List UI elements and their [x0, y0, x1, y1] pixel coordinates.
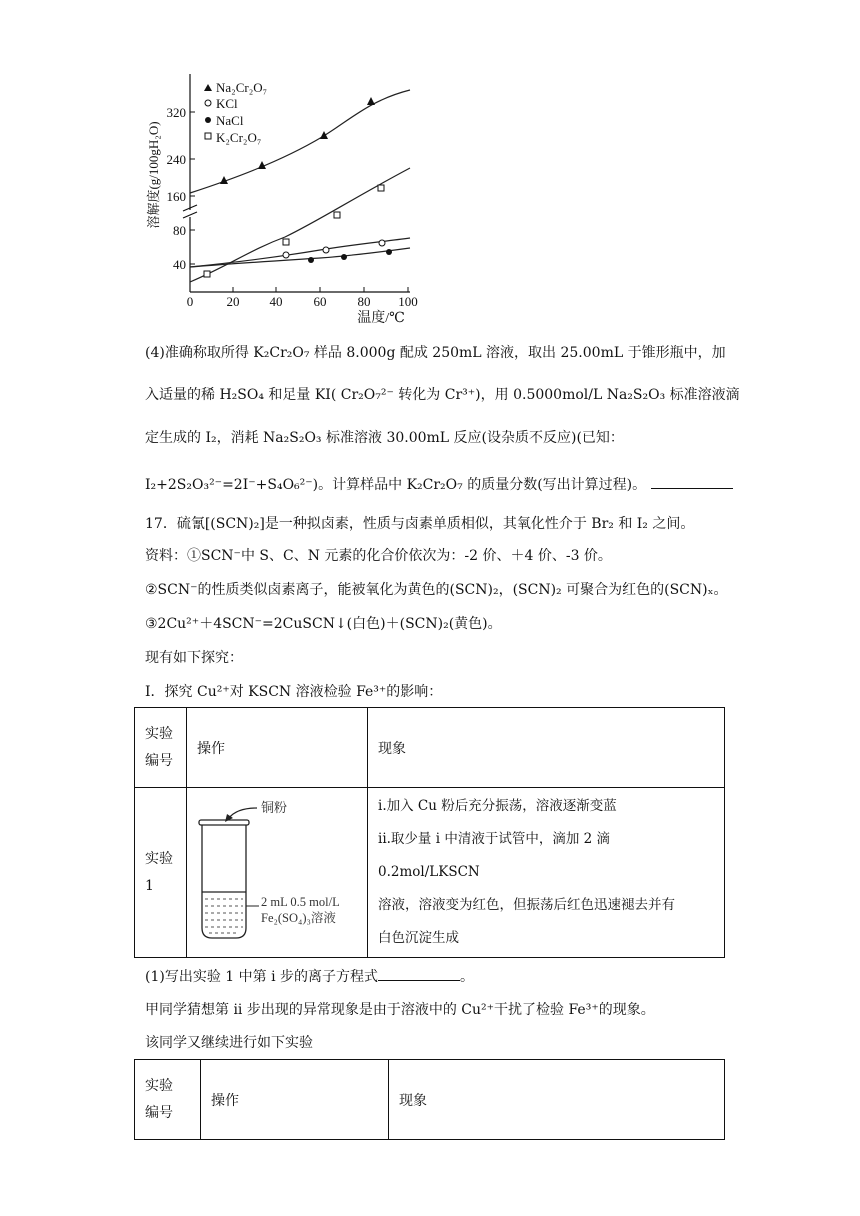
experiment-table-1 [134, 707, 725, 958]
k2cr2o7-point [378, 185, 384, 191]
table1-row-no: 实验 1 [135, 788, 187, 958]
fig-label-volume: 2 mL 0.5 mol/L [261, 895, 340, 909]
q4-line-4 [145, 474, 733, 495]
table2-header-no: 实验 编号 [135, 1060, 201, 1140]
table1-row-phenomenon: i.加入 Cu 粉后充分振荡，溶液逐渐变蓝 ii.取少量 i 中清液于试管中，滴加 2 滴 0.2mol/LKSCN 溶液，溶液变为红色，但振荡后红色迅速褪去并有 白色沉淀生成 [368, 788, 725, 958]
na2cr2o7-point [367, 97, 375, 105]
solubility-chart [140, 70, 440, 328]
q4-line-2: 入适量的稀 H₂SO₄ 和足量 KI( Cr₂O₇²⁻ 转化为 Cr³⁺)，用 0.5000mol/L Na₂S₂O₃ 标准溶液滴 [145, 387, 740, 403]
kcl-point [379, 240, 385, 246]
table2-header-phenomenon: 现象 [389, 1060, 725, 1140]
legend-label: KCl [216, 96, 238, 111]
curve-nacl [190, 248, 410, 267]
q17-info-1: 资料：①SCN⁻中 S、C、N 元素的化合价依次为：-2 价、＋4 价、-3 价。 [145, 548, 612, 564]
chart-y-tick: 240 [166, 152, 186, 167]
table1-header-phenomenon: 现象 [368, 708, 725, 788]
q4-line-4-text: I₂+2S₂O₃²⁻=2I⁻+S₄O₆²⁻)。计算样品中 K₂Cr₂O₇ 的质量分数(写出计算过程)。 [145, 477, 647, 493]
experiment-table-2 [134, 1059, 725, 1140]
nacl-point [341, 254, 347, 260]
table1-row-op [187, 788, 368, 958]
q17-now: 现有如下探究： [145, 650, 243, 666]
q17-sub-1: (1)写出实验 1 中第 i 步的离子方程式 。 [145, 966, 474, 987]
test-tube-figure [187, 788, 367, 953]
chart-legend [204, 80, 267, 145]
chart-y-tick: 40 [173, 257, 186, 272]
na2cr2o7-point [320, 131, 328, 139]
q4-line-1: (4)准确称取所得 K₂Cr₂O₇ 样品 8.000g 配成 250mL 溶液，取出 25.00mL 于锥形瓶中，加 [145, 345, 726, 361]
k2cr2o7-point [283, 239, 289, 245]
chart-x-tick: 80 [357, 294, 371, 309]
legend-label: K₂Cr₂O₇ [216, 130, 262, 145]
table2-header-op: 操作 [201, 1060, 389, 1140]
legend-label: Na₂Cr₂O₇ [216, 80, 268, 95]
answer-blank[interactable] [651, 474, 733, 489]
k2cr2o7-point [334, 212, 340, 218]
k2cr2o7-point [204, 271, 210, 277]
kcl-point [323, 247, 329, 253]
chart-y-tick: 160 [166, 189, 186, 204]
nacl-point [308, 257, 314, 263]
kcl-point [283, 252, 289, 258]
q17-info-3: ③2Cu²⁺＋4SCN⁻=2CuSCN↓(白色)＋(SCN)₂(黄色)。 [145, 616, 502, 632]
q4-line-3: 定生成的 I₂，消耗 Na₂S₂O₃ 标准溶液 30.00mL 反应(设杂质不反应)(已知： [145, 430, 624, 446]
nacl-point [386, 249, 392, 255]
chart-x-axis-label: 温度/℃ [357, 311, 405, 326]
fig-label-solution: Fe₂(SO₄)₃溶液 [261, 911, 336, 925]
chart-x-tick: 0 [186, 294, 194, 309]
fig-label-copper: 铜粉 [261, 800, 288, 815]
chart-x-tick: 100 [398, 294, 418, 309]
q17-intro: 17．硫氰[(SCN)₂]是一种拟卤素，性质与卤素单质相似，其氧化性介于 Br₂ 和 I₂ 之间。 [145, 516, 695, 532]
table1-header-op: 操作 [187, 708, 368, 788]
q17-guess: 甲同学猜想第 ii 步出现的异常现象是由于溶液中的 Cu²⁺干扰了检验 Fe³⁺的现象。 [145, 1002, 655, 1018]
table1-header-no: 实验 编号 [135, 708, 187, 788]
chart-x-tick: 40 [269, 294, 283, 309]
answer-blank[interactable] [378, 966, 460, 981]
chart-y-axis-label: 溶解度(g/100gH₂O) [146, 121, 161, 229]
chart-y-tick: 320 [166, 105, 186, 120]
q17-part-1: I．探究 Cu²⁺对 KSCN 溶液检验 Fe³⁺的影响： [145, 684, 443, 700]
q17-info-2: ②SCN⁻的性质类似卤素离子，能被氧化为黄色的(SCN)₂，(SCN)₂ 可聚合为红色的(SCN)ₓ。 [145, 582, 728, 598]
legend-label: NaCl [216, 113, 244, 128]
chart-y-tick: 80 [173, 223, 186, 238]
q17-continue: 该同学又继续进行如下实验 [145, 1035, 313, 1051]
chart-x-tick: 60 [313, 294, 327, 309]
chart-x-tick: 20 [226, 294, 240, 309]
